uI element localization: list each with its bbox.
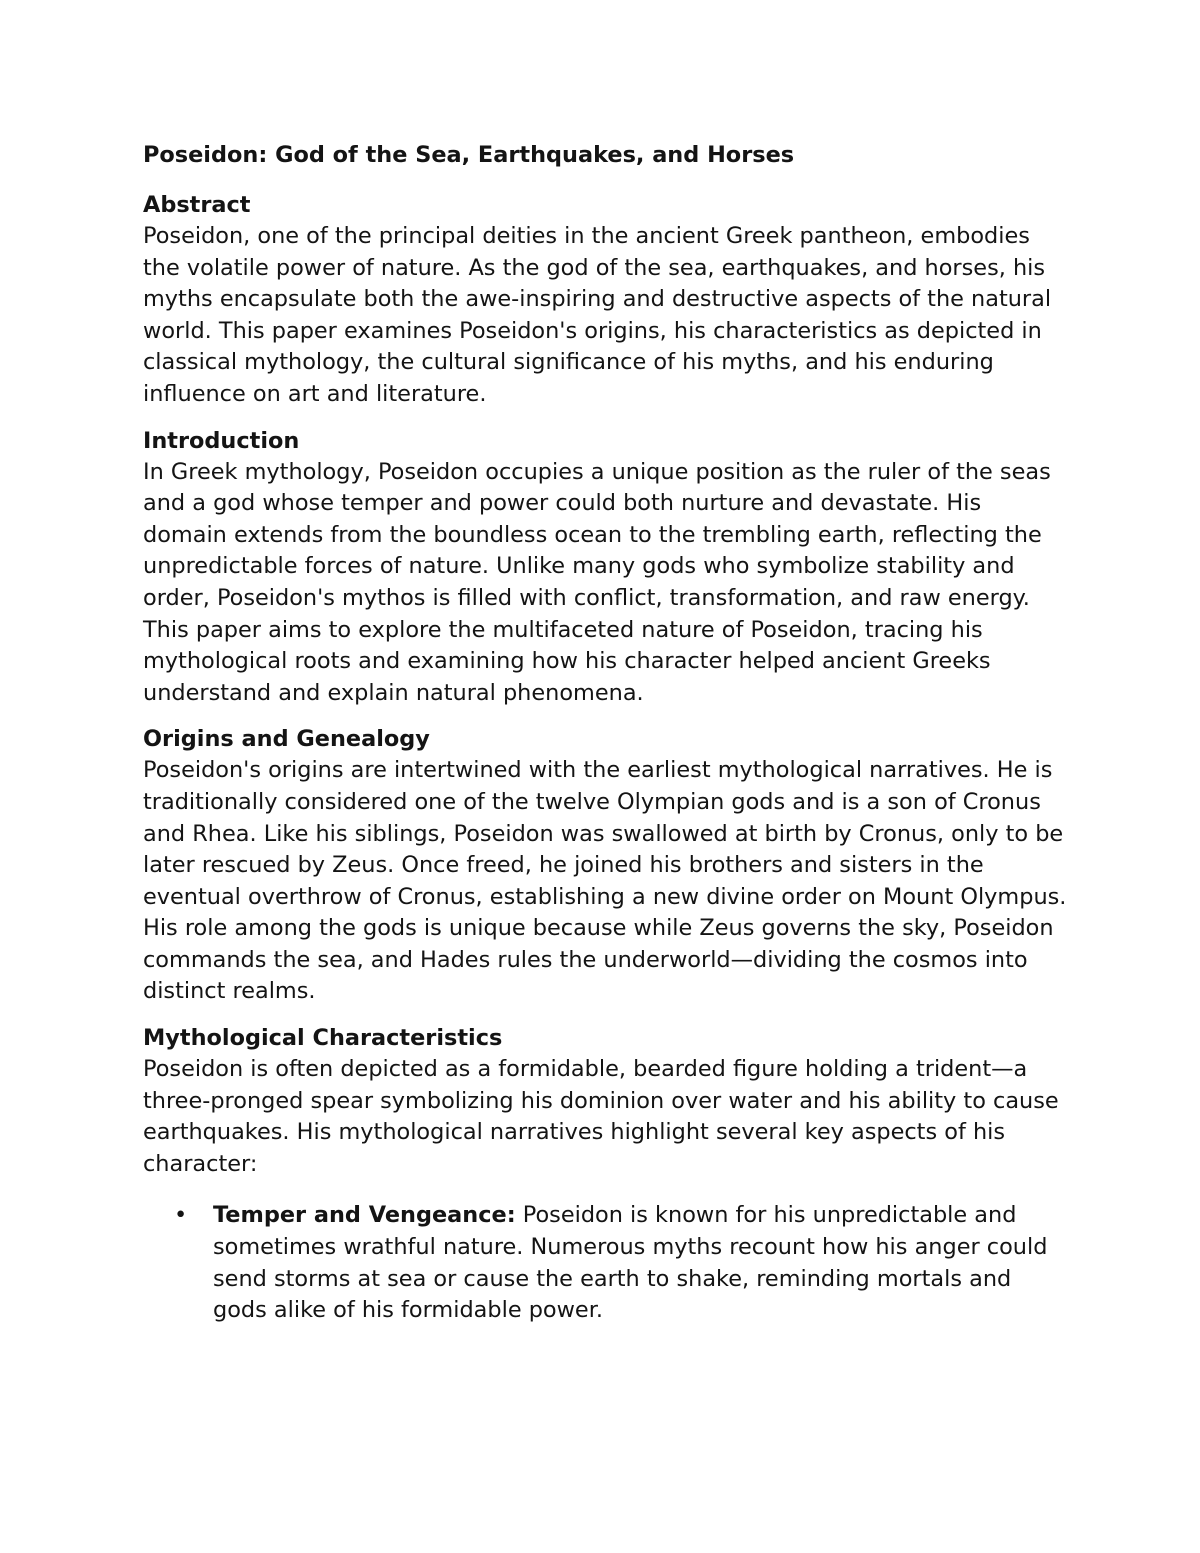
section-heading: Abstract [143, 192, 251, 218]
bullet-text: Poseidon is known for his unpredictable and sometimes wrathful nature. Numerous myths recount how his anger could send storms at sea or cause the earth to shake, reminding mortals and gods alike of his formidable power. [213, 1202, 1048, 1324]
section-heading: Mythological Characteristics [143, 1025, 503, 1052]
document-title: Poseidon: God of the Sea, Earthquakes, and Horses [143, 142, 795, 168]
bullet-item [143, 1200, 1068, 1326]
bullet-marker: • [174, 1202, 188, 1229]
section-paragraph: Poseidon is often depicted as a formidable, bearded figure holding a trident—a three-pronged spear symbolizing his dominion over water and his ability to cause earthquakes. His mythological narratives highlight several key aspects of his character: [143, 1056, 1059, 1177]
section-paragraph: In Greek mythology, Poseidon occupies a unique position as the ruler of the seas and a god whose temper and power could both nurture and devastate. His domain extends from the boundless ocean to the trembling earth, reflecting the unpredictable forces of nature. Unlike many gods who symbolize stability and order, Poseidon's mythos is filled with conflict, transformation, and raw energy. This paper aims to explore the multifaceted nature of Poseidon, tracing his mythological roots and examining how his character helped ancient Greeks understand and explain natural phenomena. [143, 458, 1051, 706]
section-heading: Origins and Genealogy [143, 726, 430, 753]
section-origins [143, 723, 1068, 1008]
section-introduction [143, 425, 1068, 710]
document-body [143, 137, 1068, 1341]
section-heading: Introduction [143, 427, 300, 454]
section-abstract [143, 189, 1068, 411]
section-characteristics [143, 1022, 1068, 1327]
section-paragraph: Poseidon, one of the principal deities in the ancient Greek pantheon, embodies the volatile power of nature. As the god of the sea, earthquakes, and horses, his myths encapsulate both the awe-inspiring and destructive aspects of the natural world. This paper examines Poseidon's origins, his characteristics as depicted in classical mythology, the cultural significance of his myths, and his enduring influence on art and literature. [143, 223, 1052, 407]
section-paragraph: Poseidon's origins are intertwined with the earliest mythological narratives. He is traditionally considered one of the twelve Olympian gods and is a son of Cronus and Rhea. Like his siblings, Poseidon was swallowed at birth by Cronus, only to be later rescued by Zeus. Once freed, he joined his brothers and sisters in the eventual overthrow of Cronus, establishing a new divine order on Mount Olympus. His role among the gods is unique because while Zeus governs the sky, Poseidon commands the sea, and Hades rules the underworld—dividing the cosmos into distinct realms. [143, 757, 1067, 1005]
bullet-lead: Temper and Vengeance: [213, 1202, 516, 1229]
bullet-list [143, 1200, 1068, 1326]
